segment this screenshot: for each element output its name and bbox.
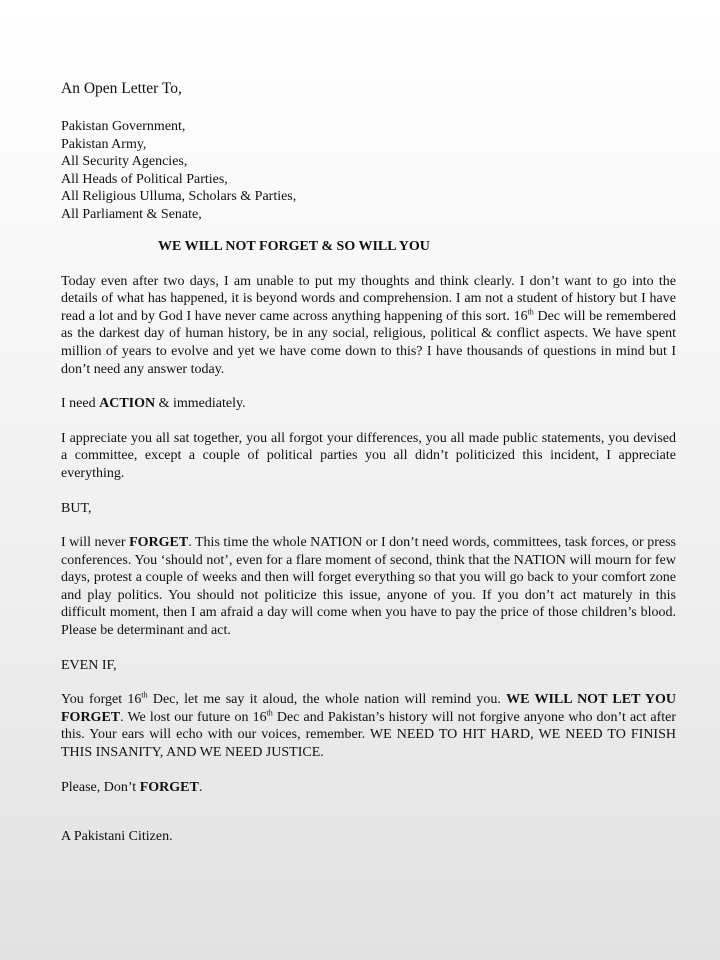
recipient-list [61,118,676,224]
signature: A Pakistani Citizen. [61,829,173,845]
paragraph-never-forget: I will never FORGET. This time the whole NATION or I don’t need words, committees, task forces, or press conferences. You ‘should not’, even for a flare moment of second, think that the NATION will mourn for few days, protest a couple of weeks and then will forget everything so that you will go back to your comfort zone and play politics. You should not politicize this issue, anyone of you. If you don’t act maturely in this difficult moment, then I am afraid a day will come when you have to pay the price of those children’s blood. Please be determinant and act. [61,535,677,639]
paragraph-even-if: EVEN IF, [61,657,117,673]
paragraph-appreciation: I appreciate you all sat together, you all forgot your differences, you all made public statements, you devised a committee, except a couple of political parties you all didn’t politicized this incident, I appreciate everything. [61,430,676,481]
letter [61,78,676,846]
recipient-item: Pakistan Army, [61,136,147,152]
recipient-item: All Heads of Political Parties, [61,171,228,187]
salutation: An Open Letter To, [61,80,182,97]
recipient-item: All Parliament & Senate, [61,206,202,222]
paragraph-remind: You forget 16th Dec, let me say it aloud, the whole nation will remind you. WE WILL NOT LET YOU FORGET. We lost our future on 16th Dec and Pakistan’s history will not forgive anyone who don’t act after this. Your ears will echo with our voices, remember. WE NEED TO HIT HARD, WE NEED TO FINISH THIS INSANITY, AND WE NEED JUSTICE. [61,690,677,761]
letter-headline: WE WILL NOT FORGET & SO WILL YOU [158,238,430,254]
paragraph-but: BUT, [61,500,92,516]
recipient-item: Pakistan Government, [61,119,186,134]
recipient-item: All Security Agencies, [61,154,188,170]
paragraph-closing: Please, Don’t FORGET. [61,779,203,795]
recipient-item: All Religious Ulluma, Scholars & Parties, [61,189,297,205]
paragraph-opening: Today even after two days, I am unable to put my thoughts and think clearly. I don’t want to go into the details of what has happened, it is beyond words and comprehension. I am not a student of history but I have read a lot and by God I have never came across anything happening of this sort. 16th Dec will be remembered as the darkest day of human history, be in any social, religious, political & conflict aspects. We have spent million of years to evolve and yet we have come down to this? I have thousands of questions in mind but I don’t need any answer today. [61,273,676,377]
paragraph-action: I need ACTION & immediately. [61,396,246,412]
